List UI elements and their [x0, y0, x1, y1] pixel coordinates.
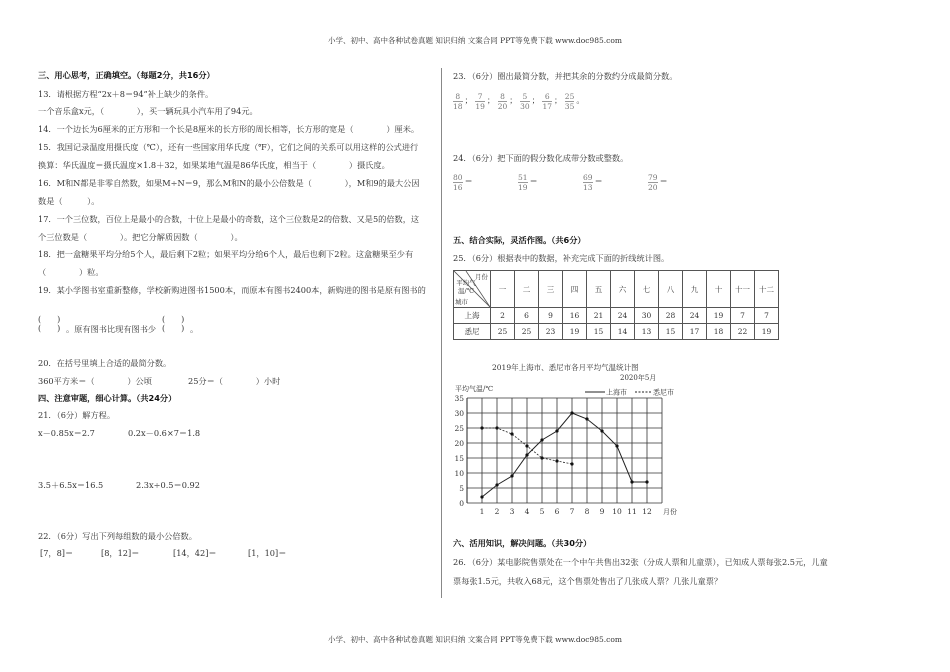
- x-tick-label: 9: [599, 507, 605, 516]
- fraction: $\frac{25}{35}$: [564, 91, 575, 111]
- q25-text: 25．（6分）根据表中的数据，补充完成下面的折线统计图。: [453, 253, 670, 263]
- q17-text: 17．一个三位数，百位上是最小的合数，十位上是最小的奇数，这个三位数是2的倍数、又是5的倍数，这: [38, 214, 420, 224]
- value-cell: 14: [611, 324, 635, 340]
- q19-text: 19．某小学图书室重新整修，学校新购进图书1500本，而原本有图书2400本，新购进的图书是原有图书的: [38, 285, 426, 295]
- line-chart: [445, 380, 695, 520]
- q20-item-2: 25分＝（ ）小时: [188, 376, 281, 386]
- page-footer: 小学、初中、高中各种试卷真题 知识归纳 文案合同 PPT等免费下载 www.doc985.com: [328, 635, 622, 644]
- data-point: [525, 453, 528, 456]
- month-header: 八: [659, 271, 683, 308]
- y-tick-label: 15: [454, 454, 464, 463]
- x-tick-label: 4: [524, 507, 530, 516]
- value-cell: 9: [539, 308, 563, 324]
- value-cell: 21: [587, 308, 611, 324]
- data-point: [540, 456, 543, 459]
- x-tick-label: 3: [509, 507, 515, 516]
- value-cell: 7: [731, 308, 755, 324]
- q19-text-2: 。原有图书比现有图书少: [66, 324, 157, 334]
- lcm-item: [8，12]＝: [101, 548, 140, 558]
- q15-text-2: 换算：华氏温度＝摄氏温度×1.8＋32，如果某地气温是86华氏度，相当于（ ）摄氏度。: [38, 160, 390, 170]
- q19-end: 。: [190, 324, 199, 334]
- x-tick-label: 5: [539, 507, 545, 516]
- fraction: $\frac{8}{18}$: [453, 91, 463, 111]
- month-header: 十一: [731, 271, 755, 308]
- data-point: [645, 480, 648, 483]
- q18-text-2: （ ）粒。: [38, 267, 104, 277]
- value-cell: 15: [659, 324, 683, 340]
- column-divider: [441, 68, 442, 598]
- value-cell: 23: [539, 324, 563, 340]
- equation-1: x－0.85x＝2.7: [38, 428, 95, 438]
- month-header: 一: [491, 271, 515, 308]
- q16-text-2: 数是（ ）。: [38, 196, 100, 206]
- q20-text: 20．在括号里填上合适的最简分数。: [38, 358, 172, 368]
- x-tick-label: 1: [479, 507, 485, 516]
- x-axis-label: 月份: [663, 508, 677, 516]
- q24-text: 24．（6分）把下面的假分数化成带分数或整数。: [453, 153, 629, 163]
- y-tick-label: 10: [454, 469, 464, 478]
- y-tick-label: 35: [454, 394, 464, 403]
- value-cell: 28: [659, 308, 683, 324]
- city-cell: 上海: [454, 308, 491, 324]
- legend-shanghai: 上海市: [606, 388, 627, 397]
- value-cell: 19: [707, 308, 731, 324]
- q13-blank-line: 一个音乐盒x元，（ ），买一辆玩具小汽车用了94元。: [38, 106, 258, 116]
- chart-title: 2019年上海市、悉尼市各月平均气温统计图: [492, 363, 639, 372]
- x-tick-label: 10: [612, 507, 622, 516]
- data-point: [495, 426, 498, 429]
- y-tick-label: 0: [459, 499, 464, 508]
- section-5-heading: 五、结合实际，灵活作图。（共6分）: [453, 235, 586, 245]
- section-6-heading: 六、活用知识，解决问题。（共30分）: [453, 538, 592, 548]
- q23-fractions: $\frac{8}{18}$ ； $\frac{7}{19}$ ； $\frac{8}{20}$ ； $\frac{5}{30}$ ； $\frac{6}{17}$ ； $\frac{25}{35}$ 。: [453, 91, 585, 111]
- y-tick-label: 5: [459, 484, 464, 493]
- series-line-shanghai: [482, 413, 647, 497]
- lcm-item: [14，42]＝: [173, 548, 217, 558]
- q26-text-2: 票每张1.5元，共收入68元，这个售票处售出了几张成人票？几张儿童票？: [453, 576, 723, 586]
- data-point: [480, 495, 483, 498]
- lcm-item: [1，10]＝: [248, 548, 287, 558]
- month-header: 四: [563, 271, 587, 308]
- page-header: 小学、初中、高中各种试卷真题 知识归纳 文案合同 PPT等免费下载 www.doc985.com: [328, 36, 622, 45]
- q18-text: 18．把一盒糖果平均分给5个人，最后剩下2粒；如果平均分给6个人，最后也剩下2粒。这盒糖果至少有: [38, 249, 414, 259]
- y-tick-label: 30: [454, 409, 464, 418]
- value-cell: 30: [635, 308, 659, 324]
- value-cell: 24: [611, 308, 635, 324]
- value-cell: 15: [587, 324, 611, 340]
- data-point: [480, 426, 483, 429]
- value-cell: 16: [563, 308, 587, 324]
- q15-text: 15．我国记录温度用摄氏度（℃），还有一些国家用华氏度（℉），它们之间的关系可以用这样的公式进行: [38, 142, 419, 152]
- month-header: 七: [635, 271, 659, 308]
- q16-text: 16．M和N都是非零自然数，如果M÷N＝9，那么M和N的最小公倍数是（ ），M和9的最大公因: [38, 178, 420, 188]
- city-cell: 悉尼: [454, 324, 491, 340]
- fraction: $\frac{7}{19}$: [475, 91, 485, 111]
- chart-date: 2020年5月: [620, 374, 657, 382]
- x-tick-label: 2: [494, 507, 500, 516]
- data-point: [630, 480, 633, 483]
- month-header: 二: [515, 271, 539, 308]
- section-3-heading: 三、用心思考，正确填空。（每题2分，共16分）: [38, 70, 215, 80]
- fraction: $\frac{80}{16}$: [453, 172, 463, 192]
- month-header: 三: [539, 271, 563, 308]
- y-axis-label: 平均气温/℃: [455, 385, 494, 393]
- data-point: [495, 483, 498, 486]
- fraction: $\frac{51}{19}$: [518, 172, 528, 192]
- q19-fraction-blank-1: ( ) ( ): [38, 315, 61, 333]
- data-point: [585, 417, 588, 420]
- y-tick-label: 25: [454, 424, 464, 433]
- q20-item-1: 360平方米＝（ ）公顷: [38, 376, 152, 386]
- data-point: [510, 474, 513, 477]
- q17-text-2: 个三位数是（ ）。把它分解质因数（ ）。: [38, 232, 243, 242]
- q13-text: 13．请根据方程“2x＋8＝94”补上缺少的条件。: [38, 89, 214, 99]
- value-cell: 22: [731, 324, 755, 340]
- value-cell: 17: [683, 324, 707, 340]
- legend-sydney: 悉尼市: [653, 388, 674, 397]
- data-point: [570, 411, 573, 414]
- value-cell: 19: [563, 324, 587, 340]
- equation-4: 2.3x÷0.5＝0.92: [136, 480, 200, 490]
- value-cell: 7: [755, 308, 779, 324]
- value-cell: 25: [515, 324, 539, 340]
- data-point: [570, 462, 573, 465]
- value-cell: 24: [683, 308, 707, 324]
- month-header: 六: [611, 271, 635, 308]
- q26-text: 26．（6分）某电影院售票处在一个中午共售出32张（分成人票和儿童票），已知成人票每张2.5元，儿童: [453, 557, 828, 567]
- month-header: 十: [707, 271, 731, 308]
- data-point: [525, 444, 528, 447]
- fraction: $\frac{8}{20}$: [497, 91, 508, 111]
- month-header: 九: [683, 271, 707, 308]
- data-point: [600, 429, 603, 432]
- table-corner: 月份 平均气温/℃ 城市: [454, 271, 491, 308]
- value-cell: 6: [515, 308, 539, 324]
- month-header: 十二: [755, 271, 779, 308]
- x-tick-label: 6: [554, 507, 560, 516]
- data-point: [510, 432, 513, 435]
- lcm-item: [7，8]＝: [40, 548, 74, 558]
- q21-text: 21．（6分）解方程。: [38, 410, 116, 420]
- y-tick-label: 20: [454, 439, 464, 448]
- fraction: $\frac{5}{30}$: [520, 91, 530, 111]
- q24-fractions: $\frac{80}{16}$ ＝ $\frac{51}{19}$ ＝ $\frac{69}{13}$ ＝ $\frac{79}{20}$ ＝: [453, 172, 668, 192]
- value-cell: 25: [491, 324, 515, 340]
- section-4-heading: 四、注意审题，细心计算。（共24分）: [38, 393, 177, 403]
- equation-2: 0.2x－0.6×7＝1.8: [128, 428, 201, 438]
- value-cell: 2: [491, 308, 515, 324]
- q19-fraction-blank-2: ( ) ( ): [162, 315, 185, 333]
- q23-text: 23．（6分）圈出最简分数，并把其余的分数约分成最简分数。: [453, 71, 678, 81]
- data-point: [615, 444, 618, 447]
- x-tick-label: 12: [642, 507, 652, 516]
- value-cell: 19: [755, 324, 779, 340]
- fraction: $\frac{79}{20}$: [648, 172, 658, 192]
- value-cell: 18: [707, 324, 731, 340]
- q22-text: 22．（6分）写出下列每组数的最小公倍数。: [38, 531, 197, 541]
- x-tick-label: 8: [584, 507, 590, 516]
- x-tick-label: 11: [627, 507, 637, 516]
- data-point: [540, 438, 543, 441]
- fraction: $\frac{69}{13}$: [583, 172, 593, 192]
- q14-text: 14．一个边长为6厘米的正方形和一个长是8厘米的长方形的周长相等，长方形的宽是（ ）厘米。: [38, 124, 420, 134]
- temperature-table: [453, 270, 779, 340]
- value-cell: 13: [635, 324, 659, 340]
- data-point: [555, 459, 558, 462]
- fraction: $\frac{6}{17}$: [542, 91, 552, 111]
- month-header: 五: [587, 271, 611, 308]
- x-tick-label: 7: [569, 507, 575, 516]
- data-point: [555, 429, 558, 432]
- equation-3: 3.5＋6.5x＝16.5: [38, 480, 104, 490]
